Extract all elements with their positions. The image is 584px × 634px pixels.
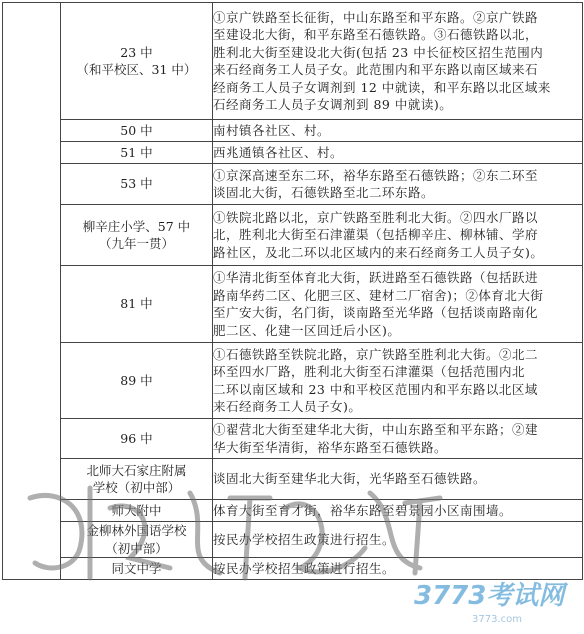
table-row	[3, 558, 583, 580]
school-cell	[61, 120, 213, 142]
enrollment-area-cell	[213, 459, 583, 500]
table-row	[3, 164, 583, 205]
enrollment-area-line: ①京广铁路至长征街，中山东路至和平东路。②京广铁路	[213, 9, 539, 25]
enrollment-area-line: 肥二区、化建一区回迁后小区)。	[213, 322, 401, 338]
enrollment-table	[2, 2, 583, 580]
enrollment-area-line: 体育大街至育才街，裕华东路至碧景园小区南围墙。	[213, 502, 513, 518]
school-name-line: 50 中	[120, 122, 153, 138]
school-cell	[61, 3, 213, 120]
enrollment-area-cell	[213, 164, 583, 205]
enrollment-area-line: ①华清北街至体育北大街，跃进路至石德铁路（包括跃进	[213, 270, 539, 285]
school-cell	[61, 164, 213, 205]
school-cell	[61, 459, 213, 500]
school-name-line: 51 中	[120, 144, 153, 160]
enrollment-area-cell	[213, 558, 583, 580]
enrollment-area-line: 路南华药二区、化肥三区、建材二厂宿舍)；②体育北大街	[213, 287, 544, 303]
school-name-line: 96 中	[120, 430, 153, 446]
enrollment-area-cell	[213, 142, 583, 164]
enrollment-area-line: 至建设北大街，和平东路至石德铁路。③石德铁路以北，	[213, 27, 539, 42]
enrollment-area-cell	[213, 3, 583, 120]
enrollment-area-line: 石经商务工人员子女调剂到 89 中就读)。	[213, 97, 453, 112]
school-name-line: 同文中学	[111, 560, 162, 576]
table-row	[3, 343, 583, 419]
table-row	[3, 142, 583, 164]
enrollment-area-cell	[213, 205, 583, 266]
school-cell	[61, 419, 213, 459]
school-name-line: 81 中	[120, 296, 153, 312]
school-cell	[61, 500, 213, 522]
enrollment-area-line: 华大街至华清街，裕华东路至石德铁路。	[213, 439, 448, 455]
enrollment-area-line: ①铁院北路以北，京广铁路至胜利北大街。②四水厂路以	[213, 209, 539, 225]
table-row	[3, 205, 583, 266]
enrollment-area-line: 谈固北大街，石德铁路至北二环东路。	[213, 185, 435, 200]
enrollment-area-line: 经商务工人员子女调剂到 12 中就读，和平东路以北区域来	[213, 79, 551, 95]
school-cell	[61, 205, 213, 266]
district-cell	[3, 3, 61, 580]
enrollment-area-line: ①石德铁路至铁院北路，京广铁路至胜利北大街。②北二	[213, 346, 539, 362]
table-row	[3, 419, 583, 459]
table-row	[3, 500, 583, 522]
enrollment-area-line: 二环以南区域和 23 中和平校区范围内和平东路以北区域	[213, 381, 538, 397]
school-name-line: 柳辛庄小学、57 中	[82, 218, 191, 234]
enrollment-area-line: 西兆通镇各社区、村。	[213, 144, 344, 160]
school-name-line: 23 中	[120, 44, 153, 60]
enrollment-area-line: 环至四水厂路，胜利北大街至石津灌渠（包括范围内北	[213, 364, 526, 379]
enrollment-area-cell	[213, 522, 583, 558]
table-row	[3, 120, 583, 142]
school-cell	[61, 142, 213, 164]
school-name-line: 学校（初中部）	[92, 480, 181, 495]
enrollment-area-line: 谈固北大街至建华北大街，光华路至石德铁路。	[213, 471, 487, 487]
table-row	[3, 266, 583, 343]
school-name-line: 师大附中	[111, 502, 162, 518]
enrollment-area-line: 按民办学校招生政策进行招生。	[213, 560, 396, 576]
enrollment-area-line: 路社区，及北二环以北区域内的来石经商务工人员子女)。	[213, 244, 544, 260]
logo-text: 3773考试网	[414, 581, 565, 611]
enrollment-area-line: 胜利北大街至建设北大街(包括 23 中长征校区招生范围内	[213, 44, 544, 60]
site-logo-watermark	[410, 572, 578, 628]
school-name-line: 89 中	[120, 372, 153, 388]
school-cell	[61, 558, 213, 580]
school-name-line: 53 中	[120, 176, 153, 192]
enrollment-area-line: ①京深高速至东二环，裕华东路至石德铁路；②东二环至	[213, 167, 539, 183]
enrollment-area-line: ①翟营北大街至建华北大街，中山东路至和平东路；②建	[213, 422, 539, 437]
school-cell	[61, 266, 213, 343]
enrollment-area-cell	[213, 419, 583, 459]
table-row	[3, 522, 583, 558]
school-name-line: 北师大石家庄附属	[86, 462, 187, 478]
table-row	[3, 459, 583, 500]
school-name-line: 金柳林外国语学校	[86, 523, 187, 538]
enrollment-area-cell	[213, 343, 583, 419]
enrollment-area-line: 来石经商务工人员子女)。	[213, 399, 362, 414]
enrollment-area-cell	[213, 266, 583, 343]
enrollment-area-line: 南村镇各社区、村。	[213, 122, 331, 138]
school-cell	[61, 522, 213, 558]
school-name-line: （和平校区、31 中）	[76, 62, 197, 77]
logo-url: 3773.com	[472, 614, 522, 625]
school-name-line: （九年一贯）	[98, 236, 174, 251]
enrollment-area-cell	[213, 500, 583, 522]
enrollment-area-line: 来石经商务工人员子女。此范围内和平东路以南区域来石	[213, 62, 539, 77]
school-cell	[61, 343, 213, 419]
table-row	[3, 3, 583, 120]
enrollment-area-line: 北，胜利北大街至石津灌渠（包括柳辛庄、柳林铺、学府	[213, 227, 539, 243]
enrollment-area-cell	[213, 120, 583, 142]
enrollment-area-line: 至广安大街，名门街，谈南路至光华路（包括谈南路南化	[213, 305, 539, 320]
school-name-line: （初中部）	[105, 540, 168, 556]
enrollment-area-line: 按民办学校招生政策进行招生。	[213, 531, 396, 547]
